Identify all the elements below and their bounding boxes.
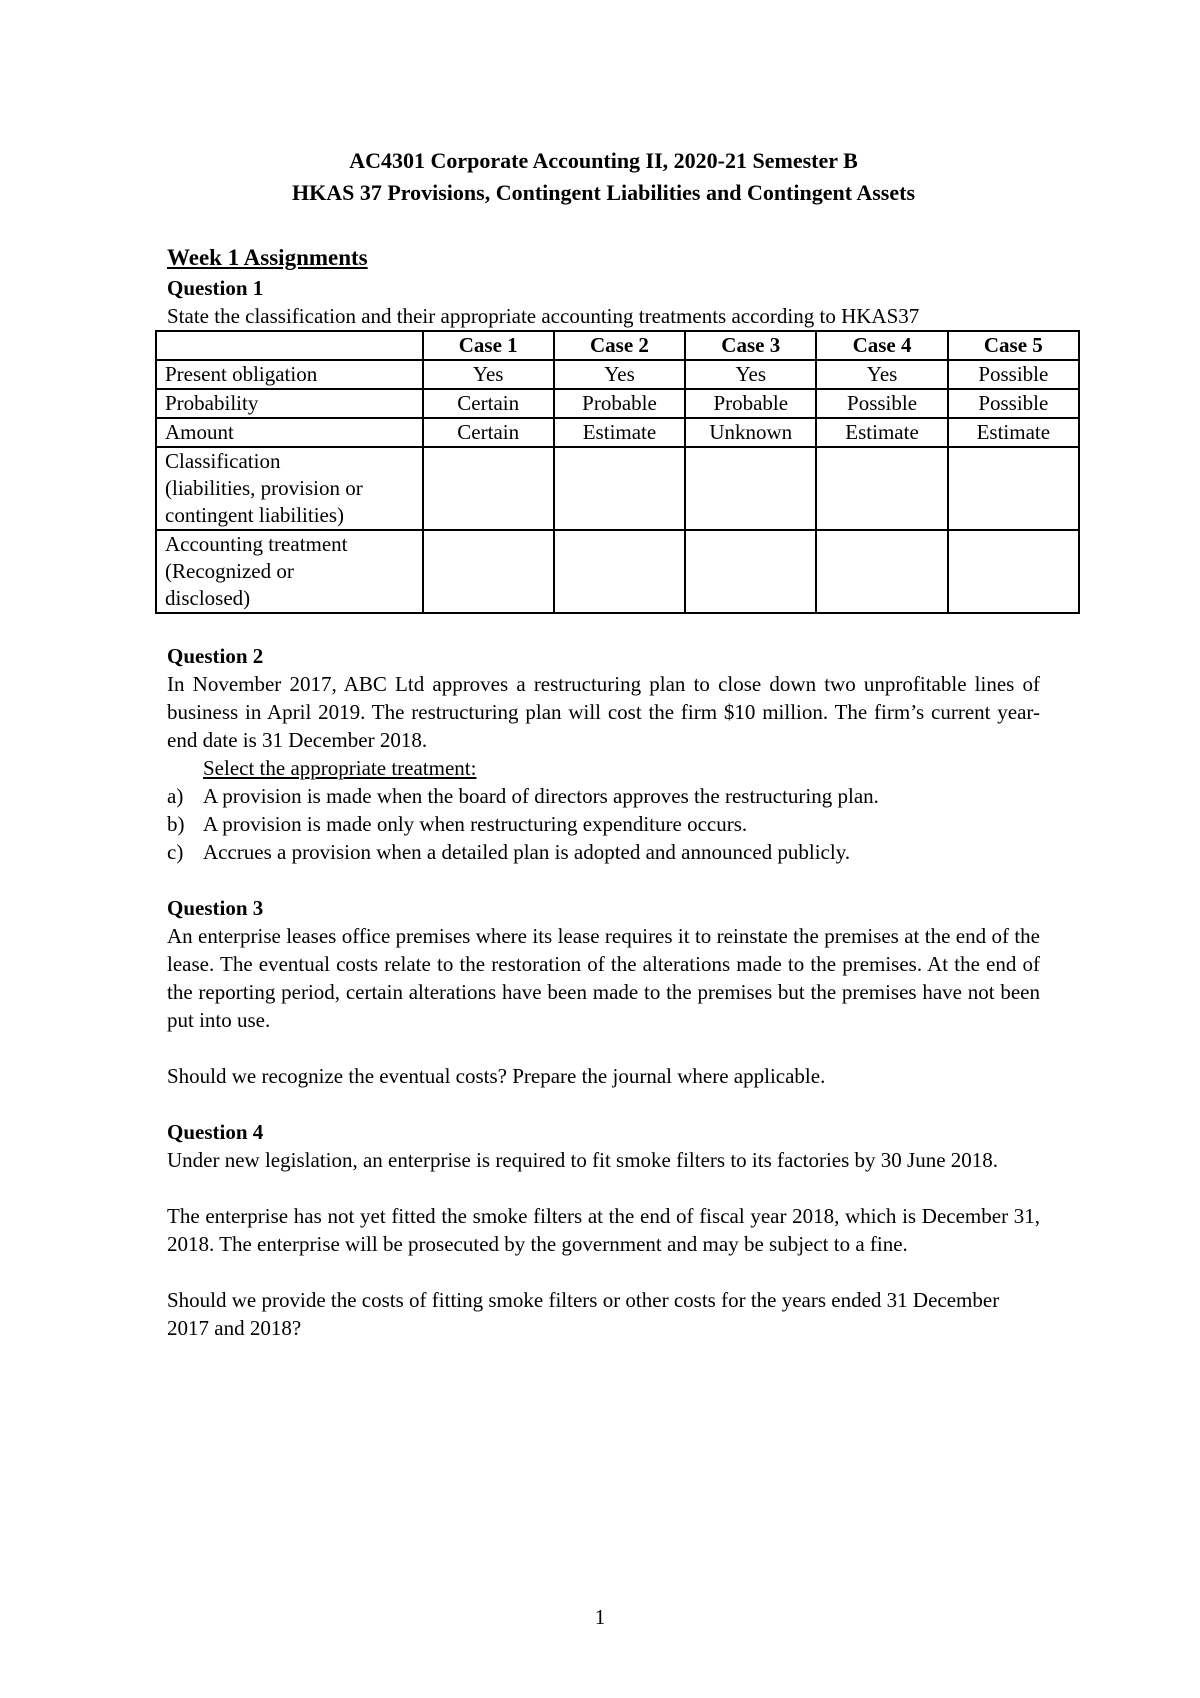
answer-cell[interactable] (554, 530, 685, 613)
table-header-row (156, 331, 1079, 360)
answer-cell[interactable] (948, 447, 1079, 530)
spacer (167, 1090, 1040, 1118)
table-header-cell: Case 2 (554, 331, 685, 360)
question-1-instruction: State the classification and their appropriate accounting treatments according to HKAS37 (167, 304, 920, 328)
row-label (156, 447, 423, 530)
answer-cell[interactable] (423, 530, 554, 613)
course-title: AC4301 Corporate Accounting II, 2020-21 Semester B (349, 148, 858, 173)
spacer (167, 1174, 1040, 1202)
row-label-line: disclosed) (165, 586, 251, 610)
option-label: a) (167, 784, 184, 808)
option-b[interactable] (167, 810, 1040, 838)
table-cell: Possible (948, 389, 1079, 418)
question-4-para-3: Should we provide the costs of fitting smoke filters or other costs for the years ended 31 December 2017 and 2018? (167, 1288, 1000, 1340)
table-header-cell: Case 5 (948, 331, 1079, 360)
spacer (167, 1258, 1040, 1286)
table-row (156, 530, 1079, 613)
question-2-prompt: Select the appropriate treatment: (203, 756, 477, 780)
answer-cell[interactable] (685, 447, 816, 530)
row-label-line: Classification (165, 449, 281, 473)
answer-cell[interactable] (816, 530, 947, 613)
option-text: A provision is made only when restructuring expenditure occurs. (203, 812, 748, 836)
question-1-heading: Question 1 (167, 276, 264, 300)
answer-cell[interactable] (948, 530, 1079, 613)
table-cell: Certain (423, 418, 554, 447)
table-row (156, 360, 1079, 389)
question-3-question: Should we recognize the eventual costs? Prepare the journal where applicable. (167, 1064, 826, 1088)
table-header-cell: Case 3 (685, 331, 816, 360)
table-row (156, 418, 1079, 447)
table-cell: Possible (948, 360, 1079, 389)
table-cell: Yes (685, 360, 816, 389)
spacer (167, 866, 1040, 894)
answer-cell[interactable] (685, 530, 816, 613)
table-cell: Certain (423, 389, 554, 418)
spacer (167, 614, 1040, 642)
page-number: 1 (594, 1605, 606, 1629)
week-heading: Week 1 Assignments (167, 245, 368, 270)
question-4-para-2: The enterprise has not yet fitted the smoke filters at the end of fiscal year 2018, which is December 31, 2018. The enterprise will be prosecuted by the government and may be subject to a fine. (167, 1204, 1040, 1256)
table-cell: Yes (554, 360, 685, 389)
row-label: Amount (156, 418, 423, 447)
table-header-cell: Case 4 (816, 331, 947, 360)
question-4-heading: Question 4 (167, 1120, 264, 1144)
option-c[interactable] (167, 838, 1040, 866)
question-3-heading: Question 3 (167, 896, 264, 920)
classification-table (155, 330, 1080, 614)
table-cell: Estimate (554, 418, 685, 447)
table-cell: Probable (685, 389, 816, 418)
option-text: Accrues a provision when a detailed plan is adopted and announced publicly. (203, 840, 851, 864)
table-cell: Estimate (948, 418, 1079, 447)
row-label: Present obligation (156, 360, 423, 389)
option-label: b) (167, 812, 185, 836)
option-a[interactable] (167, 782, 1040, 810)
question-2-prompt-line (167, 754, 1040, 782)
question-4-para-1: Under new legislation, an enterprise is required to fit smoke filters to its factories by 30 June 2018. (167, 1148, 999, 1172)
table-cell: Yes (423, 360, 554, 389)
table-cell: Probable (554, 389, 685, 418)
table-row (156, 389, 1079, 418)
question-3-body: An enterprise leases office premises where its lease requires it to reinstate the premises at the end of the lease. The eventual costs relate to the restoration of the alterations made to the premises. At the end of the reporting period, certain alterations have been made to the premises but the premises have not been put into use. (167, 924, 1040, 1032)
table-header-cell (156, 331, 423, 360)
option-label: c) (167, 840, 184, 864)
row-label-line: (Recognized or (165, 559, 294, 583)
answer-cell[interactable] (816, 447, 947, 530)
row-label: Probability (156, 389, 423, 418)
row-label-line: contingent liabilities) (165, 503, 345, 527)
table-cell: Possible (816, 389, 947, 418)
question-2-heading: Question 2 (167, 644, 264, 668)
table-header-cell: Case 1 (423, 331, 554, 360)
spacer (167, 1034, 1040, 1062)
row-label-line: (liabilities, provision or (165, 476, 363, 500)
topic-title: HKAS 37 Provisions, Contingent Liabilities and Contingent Assets (291, 180, 916, 205)
question-2-body: In November 2017, ABC Ltd approves a restructuring plan to close down two unprofitable lines of business in April 2019. The restructuring plan will cost the firm $10 million. The firm’s current year-end date is 31 December 2018. (167, 672, 1040, 752)
answer-cell[interactable] (423, 447, 554, 530)
table-cell: Yes (816, 360, 947, 389)
document-page (165, 145, 1051, 1342)
table-cell: Estimate (816, 418, 947, 447)
option-text: A provision is made when the board of directors approves the restructuring plan. (203, 784, 879, 808)
row-label-line: Accounting treatment (165, 532, 348, 556)
table-row (156, 447, 1079, 530)
row-label (156, 530, 423, 613)
answer-cell[interactable] (554, 447, 685, 530)
table-cell: Unknown (685, 418, 816, 447)
